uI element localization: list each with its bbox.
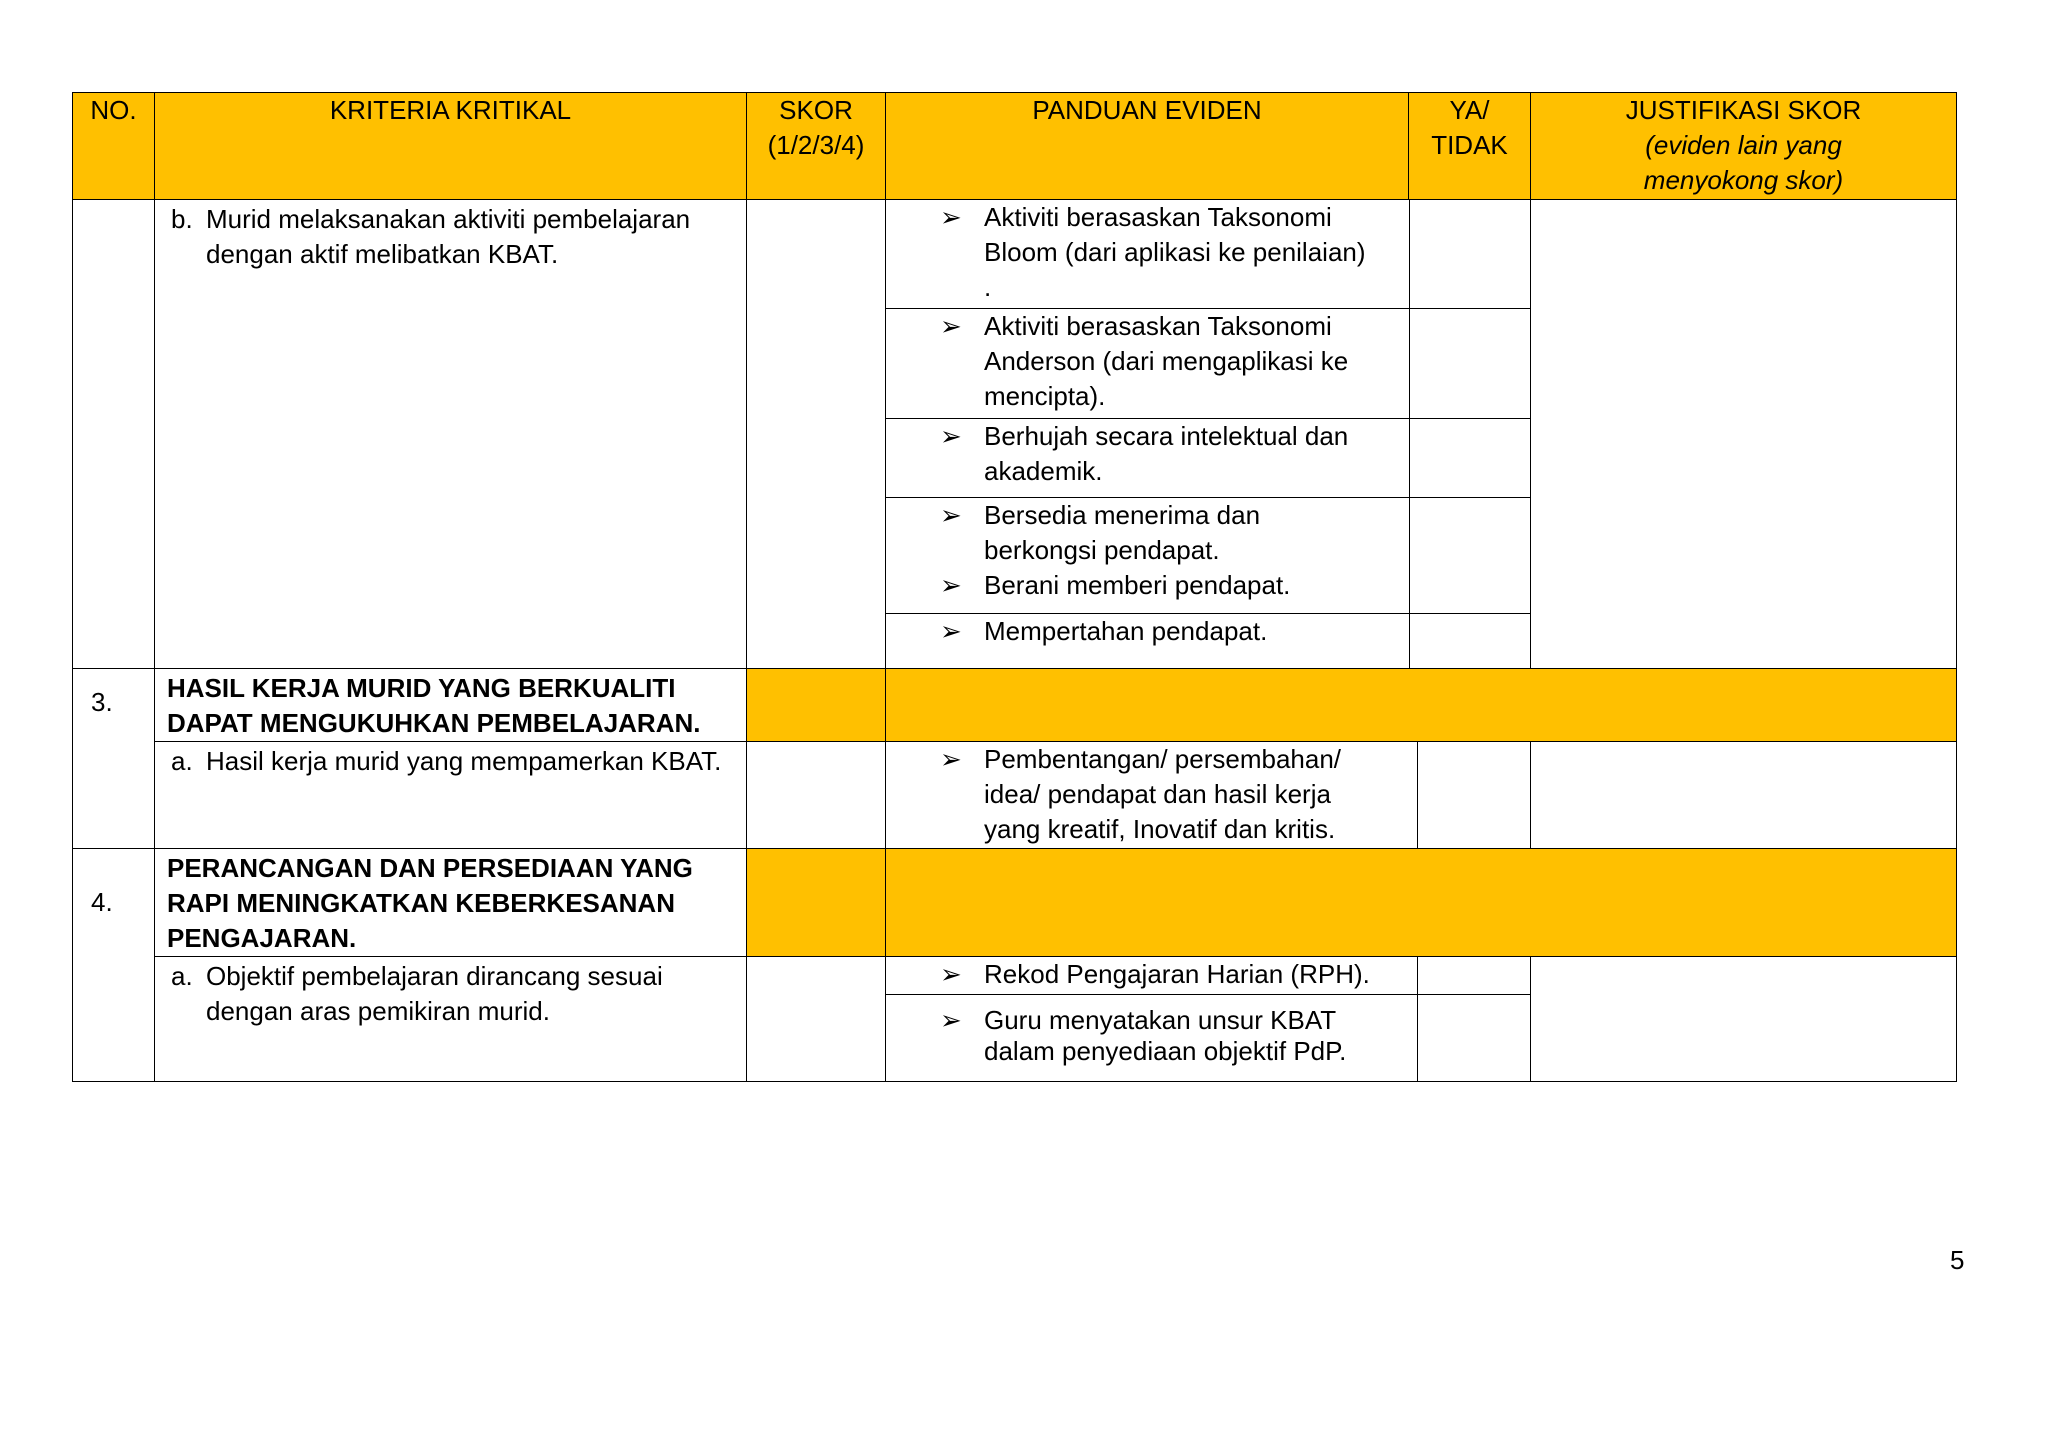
criterion-4a	[155, 957, 747, 1082]
evidence-line: Berani memberi pendapat.	[984, 569, 1291, 600]
section-shaded-band	[886, 669, 1957, 742]
evidence-item	[886, 308, 1409, 418]
header-ya-tidak	[1409, 93, 1531, 200]
evidence-line: .	[984, 272, 992, 302]
evidence-line: dalam penyediaan objektif PdP.	[984, 1035, 1347, 1066]
criterion-text: Objektif pembelajaran dirancang sesuai dengan aras pemikiran murid.	[206, 961, 663, 1026]
skor-cell[interactable]	[747, 957, 886, 1082]
evidence-line: idea/ pendapat dan hasil kerja	[984, 779, 1331, 809]
ya-tidak-cell[interactable]	[1409, 613, 1531, 668]
bullet-arrow-icon: ➢	[940, 744, 962, 774]
evidence-item	[886, 497, 1409, 613]
section-skor-shaded	[747, 849, 886, 957]
header-row	[73, 93, 1957, 200]
page-number: 5	[1950, 1245, 1965, 1275]
ya-tidak-cell[interactable]	[1417, 994, 1531, 1081]
evidence-line: Mempertahan pendapat.	[984, 615, 1268, 646]
item-label: a.	[171, 746, 193, 776]
header-justifikasi-line1: JUSTIFIKASI SKOR	[1625, 95, 1862, 125]
item-label: a.	[171, 961, 193, 991]
section-number: 4.	[73, 849, 155, 1082]
justifikasi-cell[interactable]	[1531, 742, 1957, 849]
header-skor-line1: SKOR	[779, 95, 853, 125]
item-label: b.	[171, 204, 193, 234]
rubric-table	[72, 92, 1957, 1082]
bullet-arrow-icon: ➢	[940, 569, 962, 600]
header-skor-line2: (1/2/3/4)	[767, 130, 865, 160]
evidence-grid-b	[886, 200, 1531, 669]
evidence-line: Rekod Pengajaran Harian (RPH).	[984, 959, 1370, 989]
evidence-line: Aktiviti berasaskan Taksonomi	[984, 202, 1332, 232]
bullet-arrow-icon: ➢	[940, 615, 962, 646]
bullet-arrow-icon: ➢	[940, 310, 962, 341]
section-3-item-row	[73, 742, 1957, 849]
criterion-3a	[155, 742, 747, 849]
header-panduan: PANDUAN EVIDEN	[886, 93, 1409, 200]
criterion-text: Hasil kerja murid yang mempamerkan KBAT.	[206, 746, 722, 776]
justifikasi-cell[interactable]	[1531, 957, 1957, 1082]
ya-tidak-cell[interactable]	[1409, 200, 1531, 308]
section-4-item-row	[73, 957, 1957, 1082]
section-number: 3.	[73, 669, 155, 849]
section-skor-shaded	[747, 669, 886, 742]
ya-tidak-cell[interactable]	[1417, 742, 1531, 848]
evidence-line: Anderson (dari mengaplikasi ke	[984, 345, 1349, 376]
section-4-header-row	[73, 849, 1957, 957]
skor-cell[interactable]	[747, 200, 886, 669]
skor-cell[interactable]	[747, 742, 886, 849]
criterion-text: Murid melaksanakan aktiviti pembelajaran dengan aktif melibatkan KBAT.	[206, 204, 691, 269]
ya-tidak-cell[interactable]	[1409, 418, 1531, 497]
ya-tidak-cell[interactable]	[1409, 497, 1531, 613]
evidence-line: Aktiviti berasaskan Taksonomi	[984, 310, 1332, 341]
section-3-header-row	[73, 669, 1957, 742]
evidence-grid-3	[886, 742, 1531, 849]
evidence-line: mencipta).	[984, 380, 1106, 411]
header-justifikasi-line3: menyokong skor)	[1643, 165, 1844, 195]
evidence-line: akademik.	[984, 455, 1103, 486]
justifikasi-cell[interactable]	[1531, 200, 1957, 669]
evidence-item	[886, 418, 1409, 497]
header-justifikasi-line2: (eviden lain yang	[1645, 130, 1842, 160]
criterion-b	[155, 200, 747, 669]
evidence-line: Bloom (dari aplikasi ke penilaian)	[984, 237, 1366, 267]
row-block-b	[73, 200, 1957, 669]
header-ya-line2: TIDAK	[1431, 130, 1508, 160]
bullet-arrow-icon: ➢	[940, 1004, 962, 1035]
evidence-line: berkongsi pendapat.	[984, 534, 1220, 565]
header-ya-line1: YA/	[1449, 95, 1490, 125]
header-no: NO.	[73, 93, 155, 200]
ya-tidak-cell[interactable]	[1417, 957, 1531, 994]
header-kriteria: KRITERIA KRITIKAL	[155, 93, 747, 200]
evidence-line: yang kreatif, Inovatif dan kritis.	[984, 814, 1336, 844]
bullet-arrow-icon: ➢	[940, 499, 962, 530]
bullet-arrow-icon: ➢	[940, 959, 962, 989]
bullet-arrow-icon: ➢	[940, 420, 962, 451]
evidence-line: Bersedia menerima dan	[984, 499, 1261, 530]
section-4-title: PERANCANGAN DAN PERSEDIAAN YANG RAPI MENINGKATKAN KEBERKESANAN PENGAJARAN.	[155, 849, 747, 957]
section-shaded-band	[886, 849, 1957, 957]
evidence-item	[886, 613, 1409, 668]
evidence-grid-4	[886, 957, 1531, 1082]
ya-tidak-cell[interactable]	[1409, 308, 1531, 418]
header-skor	[747, 93, 886, 200]
header-justifikasi	[1531, 93, 1957, 200]
evidence-line: Guru menyatakan unsur KBAT	[984, 1004, 1337, 1035]
evidence-item	[886, 742, 1417, 848]
evidence-line: Pembentangan/ persembahan/	[984, 744, 1342, 774]
evidence-line: Berhujah secara intelektual dan	[984, 420, 1349, 451]
bullet-arrow-icon: ➢	[940, 202, 962, 232]
no-cell-empty	[73, 200, 155, 669]
evidence-item	[886, 200, 1409, 308]
evidence-item	[886, 957, 1417, 994]
section-3-title: HASIL KERJA MURID YANG BERKUALITI DAPAT MENGUKUHKAN PEMBELAJARAN.	[155, 669, 747, 742]
evidence-item	[886, 994, 1417, 1081]
